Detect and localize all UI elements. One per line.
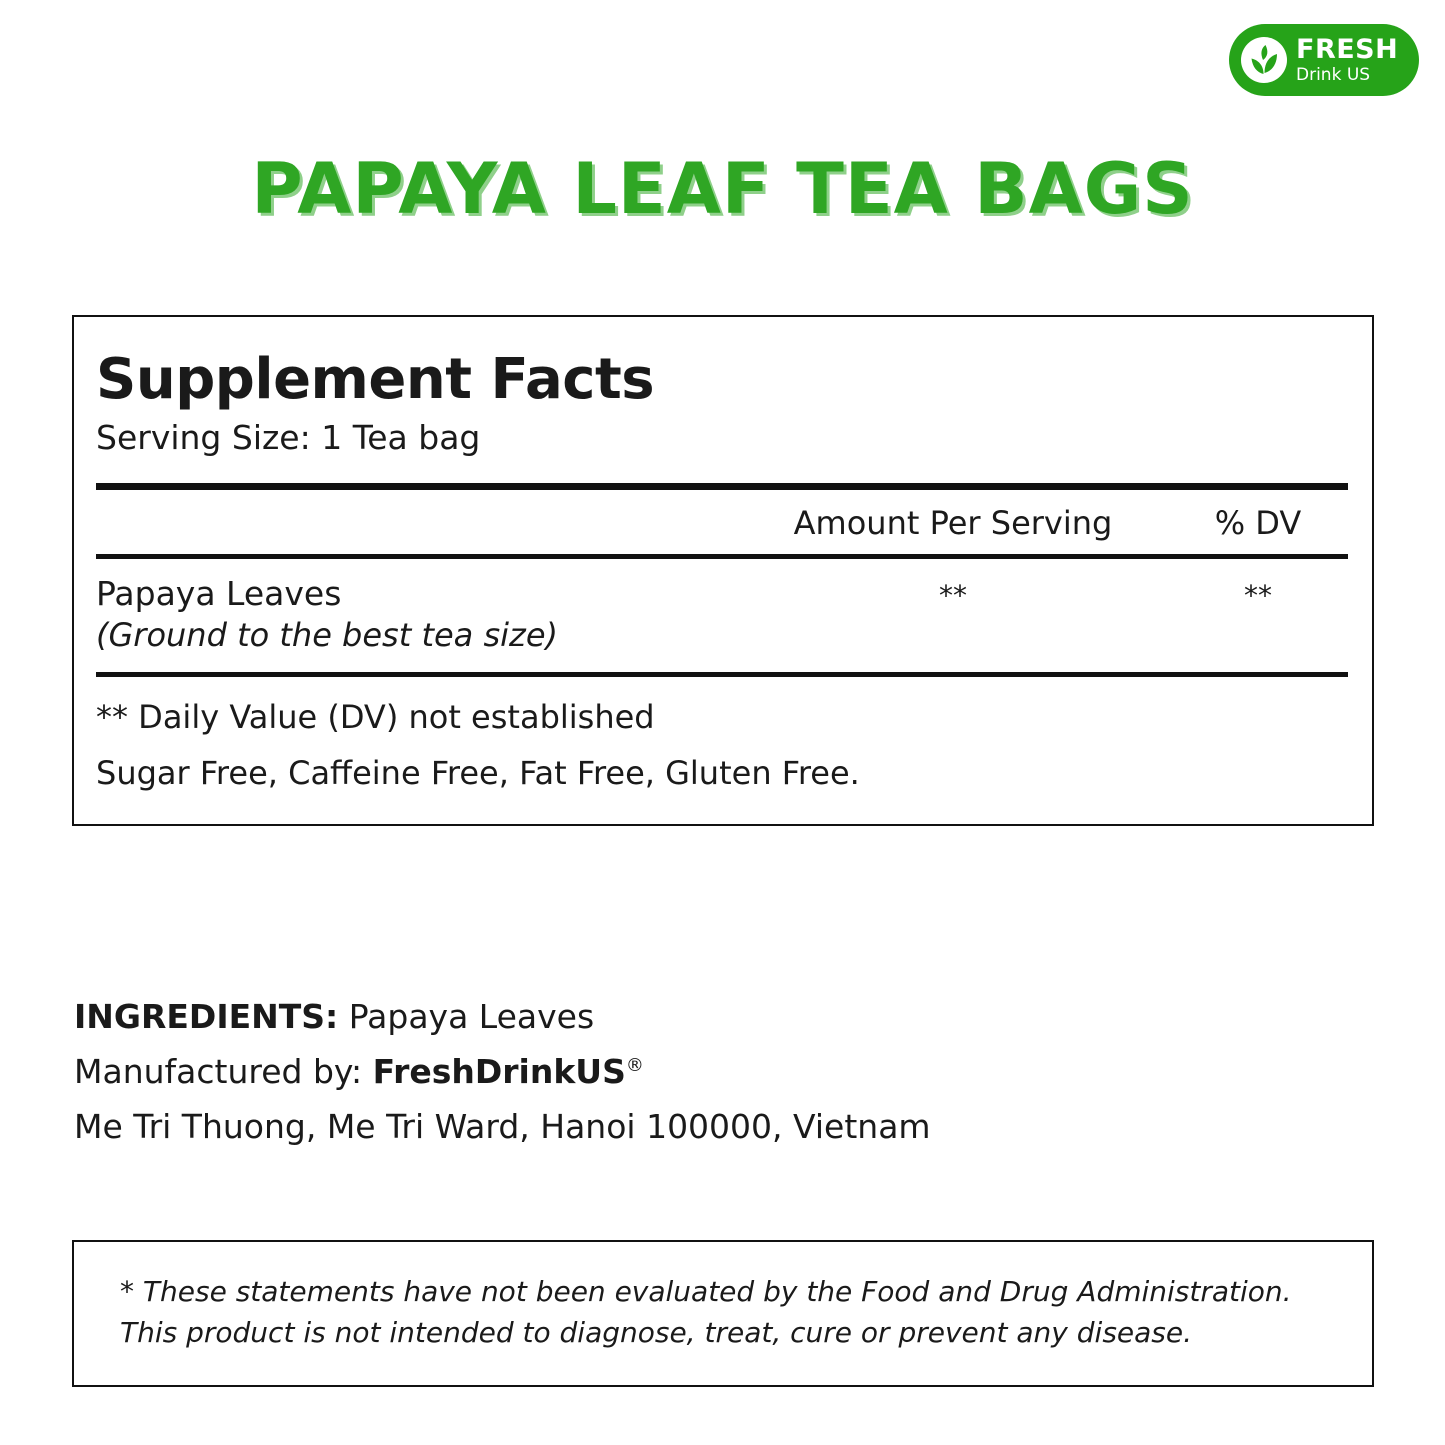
facts-header-row: [96, 490, 1348, 554]
table-row: [96, 559, 1348, 672]
fda-disclaimer: [72, 1240, 1374, 1387]
serving-size: Serving Size: 1 Tea bag: [96, 418, 481, 457]
supplement-facts-heading: Supplement Facts: [96, 347, 655, 412]
column-header-dv: % DV: [1214, 504, 1302, 542]
registered-mark: ®: [625, 1055, 644, 1076]
divider-top: [96, 483, 1348, 490]
manufactured-by-label: Manufactured by:: [74, 1052, 373, 1091]
brand-name: FRESH: [1296, 34, 1399, 65]
product-info: [74, 997, 1374, 1146]
manufacturer-line: [74, 1052, 1374, 1091]
disclaimer-line-1: * These statements have not been evaluated by the Food and Drug Administration.: [120, 1275, 1292, 1308]
ingredients-line: [74, 997, 1374, 1036]
supplement-facts-panel: [72, 315, 1374, 826]
nutrient-note: (Ground to the best tea size): [96, 616, 558, 655]
footnote-free-claims: Sugar Free, Caffeine Free, Fat Free, Gluten Free.: [96, 753, 860, 792]
nutrient-dv: **: [1244, 579, 1272, 612]
manufacturer-name: FreshDrinkUS: [372, 1052, 626, 1091]
ingredients-value: Papaya Leaves: [338, 997, 595, 1036]
page-title: PAPAYA LEAF TEA BAGS: [251, 148, 1194, 230]
nutrient-amount: **: [939, 579, 967, 612]
brand-badge: [1229, 24, 1419, 96]
footnote-dv: ** Daily Value (DV) not established: [96, 698, 655, 737]
ingredients-label: INGREDIENTS:: [74, 997, 339, 1036]
manufacturer-address: Me Tri Thuong, Me Tri Ward, Hanoi 100000, Vietnam: [74, 1107, 931, 1146]
brand-subtitle: Drink US: [1296, 65, 1371, 85]
disclaimer-line-2: This product is not intended to diagnose, treat, cure or prevent any disease.: [120, 1315, 1193, 1349]
leaf-icon: [1241, 37, 1287, 83]
column-header-amount: Amount Per Serving: [793, 504, 1113, 542]
nutrient-name: Papaya Leaves: [96, 574, 342, 613]
